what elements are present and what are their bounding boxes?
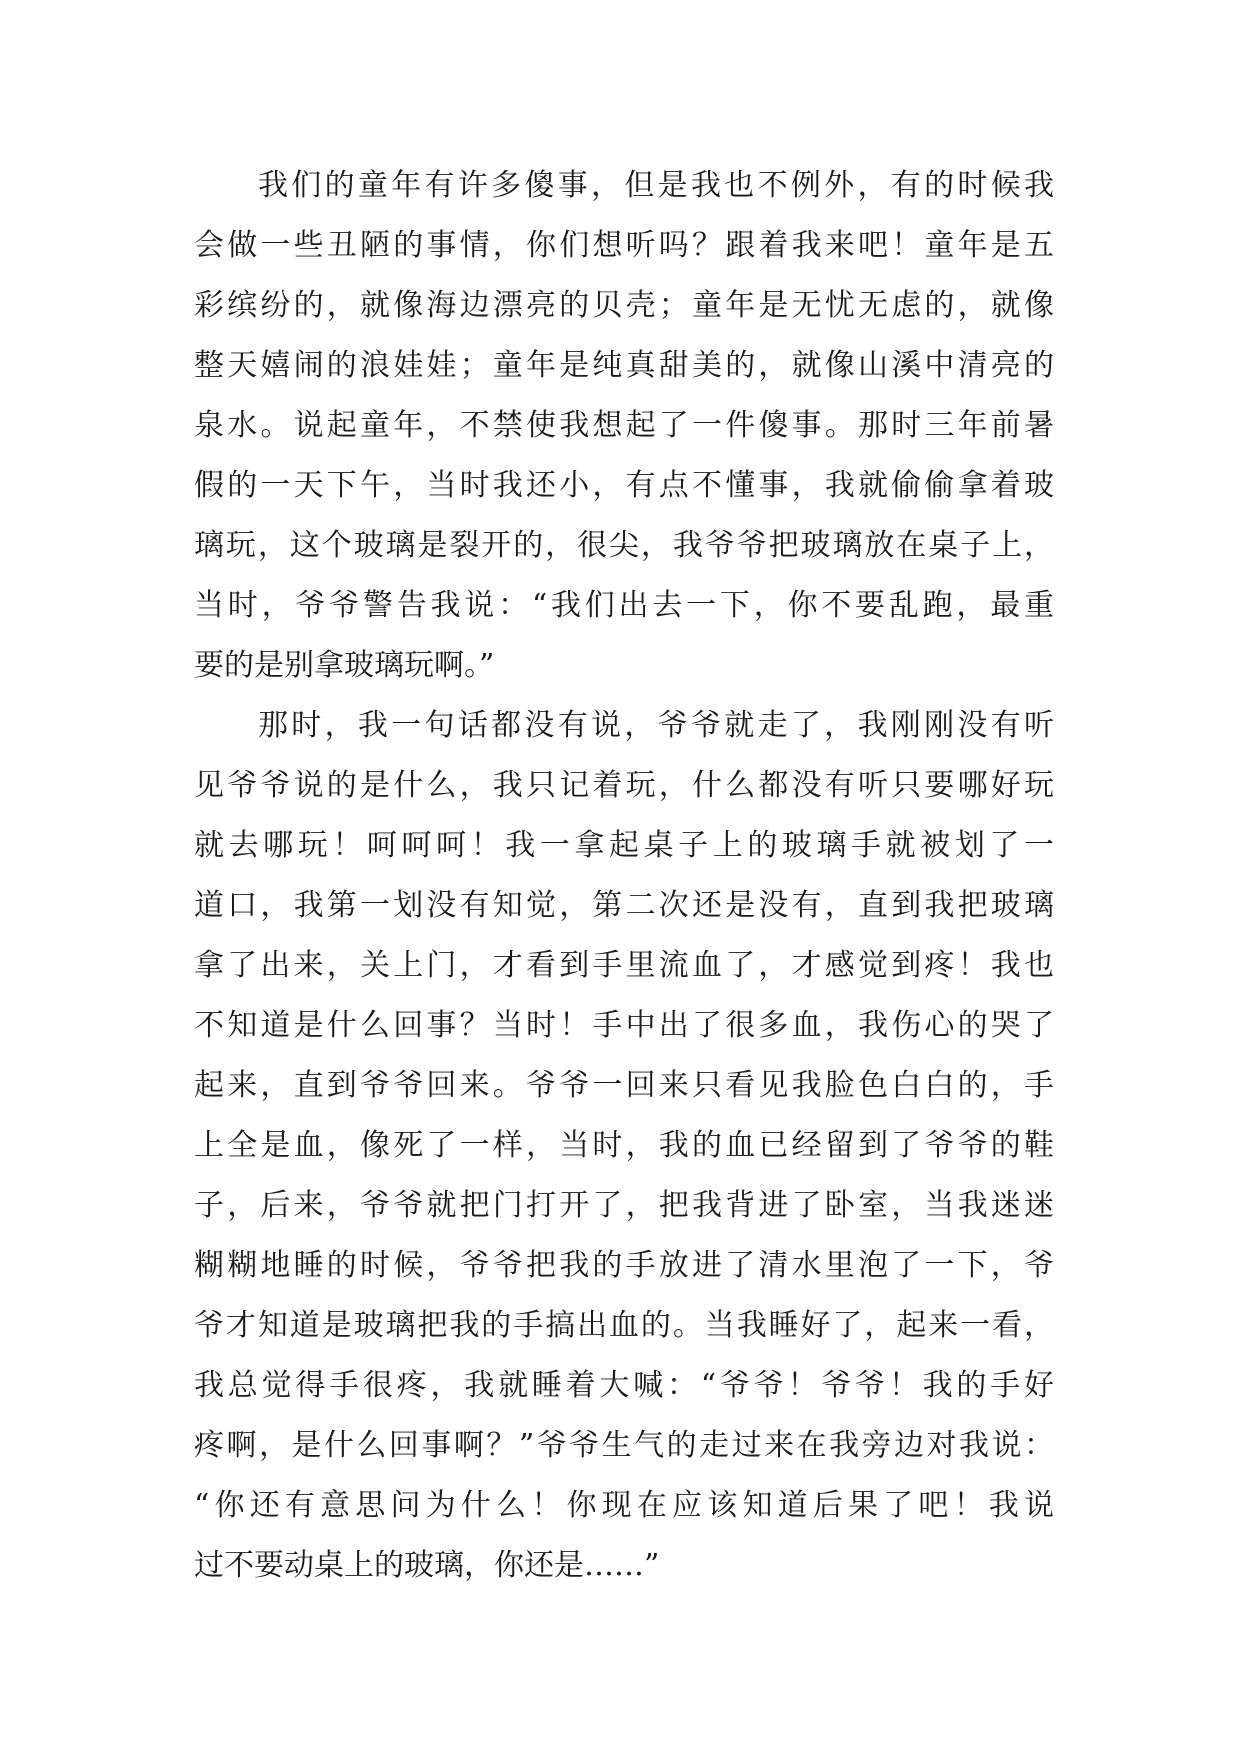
text-line: 泉水。说起童年，不禁使我想起了一件傻事。那时三年前暑 <box>194 408 1054 443</box>
text-line: “你还有意思问为什么！你现在应该知道后果了吧！我说 <box>194 1488 1054 1523</box>
text-line: 会做一些丑陋的事情，你们想听吗？跟着我来吧！童年是五 <box>194 228 1054 263</box>
paragraph-2 <box>194 696 1054 1596</box>
text-line: 道口，我第一划没有知觉，第二次还是没有，直到我把玻璃 <box>194 888 1054 923</box>
text-line: 起来，直到爷爷回来。爷爷一回来只看见我脸色白白的，手 <box>194 1068 1054 1103</box>
text-line: 我总觉得手很疼，我就睡着大喊：“爷爷！爷爷！我的手好 <box>194 1368 1054 1403</box>
paragraph-1 <box>194 156 1054 696</box>
text-line: 拿了出来，关上门，才看到手里流血了，才感觉到疼！我也 <box>194 948 1054 983</box>
text-line: 过不要动桌上的玻璃，你还是……” <box>194 1548 660 1583</box>
text-line: 糊糊地睡的时候，爷爷把我的手放进了清水里泡了一下，爷 <box>194 1248 1054 1283</box>
text-line: 疼啊，是什么回事啊？”爷爷生气的走过来在我旁边对我说： <box>194 1428 1054 1463</box>
text-line: 假的一天下午，当时我还小，有点不懂事，我就偷偷拿着玻 <box>194 468 1054 503</box>
document-body <box>194 156 1054 1596</box>
text-line: 彩缤纷的，就像海边漂亮的贝壳；童年是无忧无虑的，就像 <box>194 288 1054 323</box>
text-line: 整天嬉闹的浪娃娃；童年是纯真甜美的，就像山溪中清亮的 <box>194 348 1054 383</box>
text-line: 见爷爷说的是什么，我只记着玩，什么都没有听只要哪好玩 <box>194 768 1054 803</box>
text-line: 爷才知道是玻璃把我的手搞出血的。当我睡好了，起来一看， <box>194 1308 1054 1343</box>
text-line: 要的是别拿玻璃玩啊。” <box>194 648 495 683</box>
text-line: 子，后来，爷爷就把门打开了，把我背进了卧室，当我迷迷 <box>194 1188 1054 1223</box>
text-line: 当时，爷爷警告我说：“我们出去一下，你不要乱跑，最重 <box>194 588 1054 623</box>
text-line: 上全是血，像死了一样，当时，我的血已经留到了爷爷的鞋 <box>194 1128 1054 1163</box>
text-line: 我们的童年有许多傻事，但是我也不例外，有的时候我 <box>258 168 1054 203</box>
text-line: 那时，我一句话都没有说，爷爷就走了，我刚刚没有听 <box>258 708 1054 743</box>
text-line: 璃玩，这个玻璃是裂开的，很尖，我爷爷把玻璃放在桌子上， <box>194 528 1054 563</box>
text-line: 不知道是什么回事？当时！手中出了很多血，我伤心的哭了 <box>194 1008 1054 1043</box>
text-line: 就去哪玩！呵呵呵！我一拿起桌子上的玻璃手就被划了一 <box>194 828 1054 863</box>
